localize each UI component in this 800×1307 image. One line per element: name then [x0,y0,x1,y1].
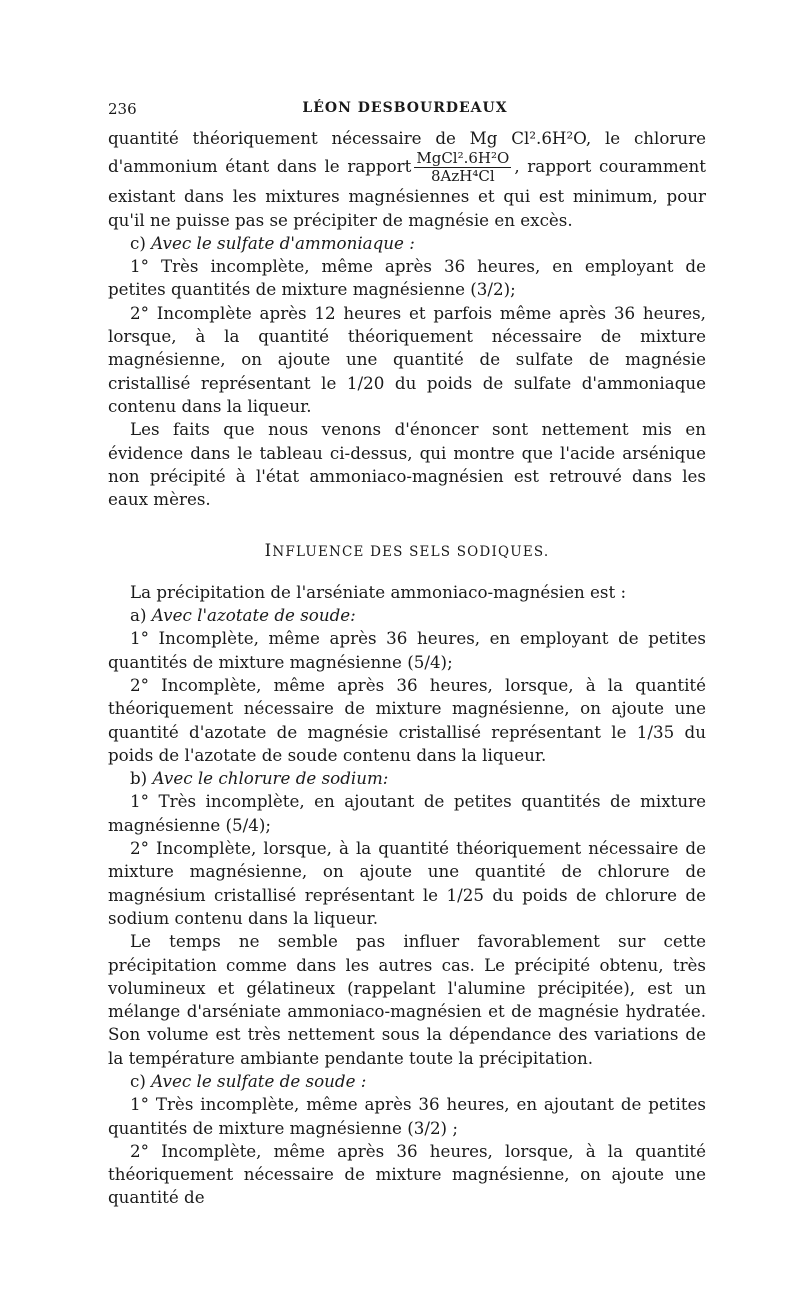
list-item: 2° Incomplète, même après 36 heures, lorsque, à la quantité théoriquement nécessaire de mixture magnésienne, on ajoute une quantité d'azotate de magnésie cristallisé représentant le 1/35 du poids de l'azotate de soude contenu dans la liqueur. [108,674,706,765]
list-item: 2° Incomplète, même après 36 heures, lorsque, à la quantité théoriquement nécessaire de mixture magnésienne, on ajoute une quantité de [108,1140,706,1208]
subsection-label: c) [130,1070,146,1091]
subsection-title-text: Avec le sulfate de soude : [151,1070,367,1091]
list-item: 1° Très incomplète, en ajoutant de petites quantités de mixture magnésienne (5/4); [108,791,706,835]
page-number: 236 [108,100,137,118]
subsection-label: c) [130,232,146,253]
ratio-fraction [414,150,511,185]
subsection-title-text: Avec le chlorure de sodium: [152,768,389,789]
section-heading-text: NFLUENCE DES SELS SODIQUES. [272,544,550,561]
subsection-title [108,232,706,255]
subsection-title [108,767,706,790]
note-paragraph: Le temps ne semble pas influer favorablement sur cette précipitation comme dans les autres cas. Le précipité obtenu, très volumineux et gélatineux (rappelant l'alumine précipitée), est un mélange d'arséniate ammoniaco-magnésien et de magnésie hydratée. Son volume est très nettement sous la dépendance des variations de la température ambiante pendante toute la précipitation. [108,931,706,1068]
subsection-label: b) [130,768,148,789]
subsection-label: a) [130,605,147,626]
subsection-title-text: Avec le sulfate d'ammoniaque : [151,232,415,253]
paragraph-text: quantité théoriquement nécessaire de Mg Cl².6H²O, le chlorure d'ammonium étant dans le rapport [108,128,706,177]
subsection-title-text: Avec l'azotate de soude: [151,605,356,626]
list-item: 2° Incomplète, lorsque, à la quantité théoriquement nécessaire de mixture magnésienne, on ajoute une quantité de chlorure de magnésium cristallisé représentant le 1/25 du poids de chlorure de sodium contenu dans la liqueur. [108,838,706,928]
body-text [108,127,706,1210]
paragraph-continuation [108,127,706,232]
fraction-denominator: 8AzH⁴Cl [431,167,495,186]
subsection-title [108,604,706,627]
intro-paragraph: La précipitation de l'arséniate ammoniaco-magnésien est : [130,581,627,602]
section-heading [108,539,706,564]
page-header [108,96,702,126]
running-head: LÉON DESBOURDEAUX [302,100,508,116]
section-heading-initial: I [264,541,273,561]
subsection-title [108,1070,706,1093]
paragraph-text: , rapport couramment existant dans les mixtures magnésiennes et qui est minimum, pour qu'il ne puisse pas se précipiter de magnésie en excès. [108,156,706,230]
fraction-numerator: MgCl².6H²O [416,149,510,168]
list-item: 1° Très incomplète, même après 36 heures, en employant de petites quantités de mixture magnésienne (3/2); [108,256,706,300]
summary-paragraph: Les faits que nous venons d'énoncer sont nettement mis en évidence dans le tableau ci-dessus, qui montre que l'acide arsénique non précipité à l'état ammoniaco-magnésien est retrouvé dans les eaux mères. [108,419,706,510]
list-item: 2° Incomplète après 12 heures et parfois même après 36 heures, lorsque, à la quantité théoriquement nécessaire de mixture magnésienne, on ajoute une quantité de sulfate de magnésie cristallisé représentant le 1/20 du poids de sulfate d'ammoniaque contenu dans la liqueur. [108,302,706,416]
list-item: 1° Très incomplète, même après 36 heures, en ajoutant de petites quantités de mixture magnésienne (3/2) ; [108,1094,706,1138]
list-item: 1° Incomplète, même après 36 heures, en employant de petites quantités de mixture magnésienne (5/4); [108,628,706,672]
